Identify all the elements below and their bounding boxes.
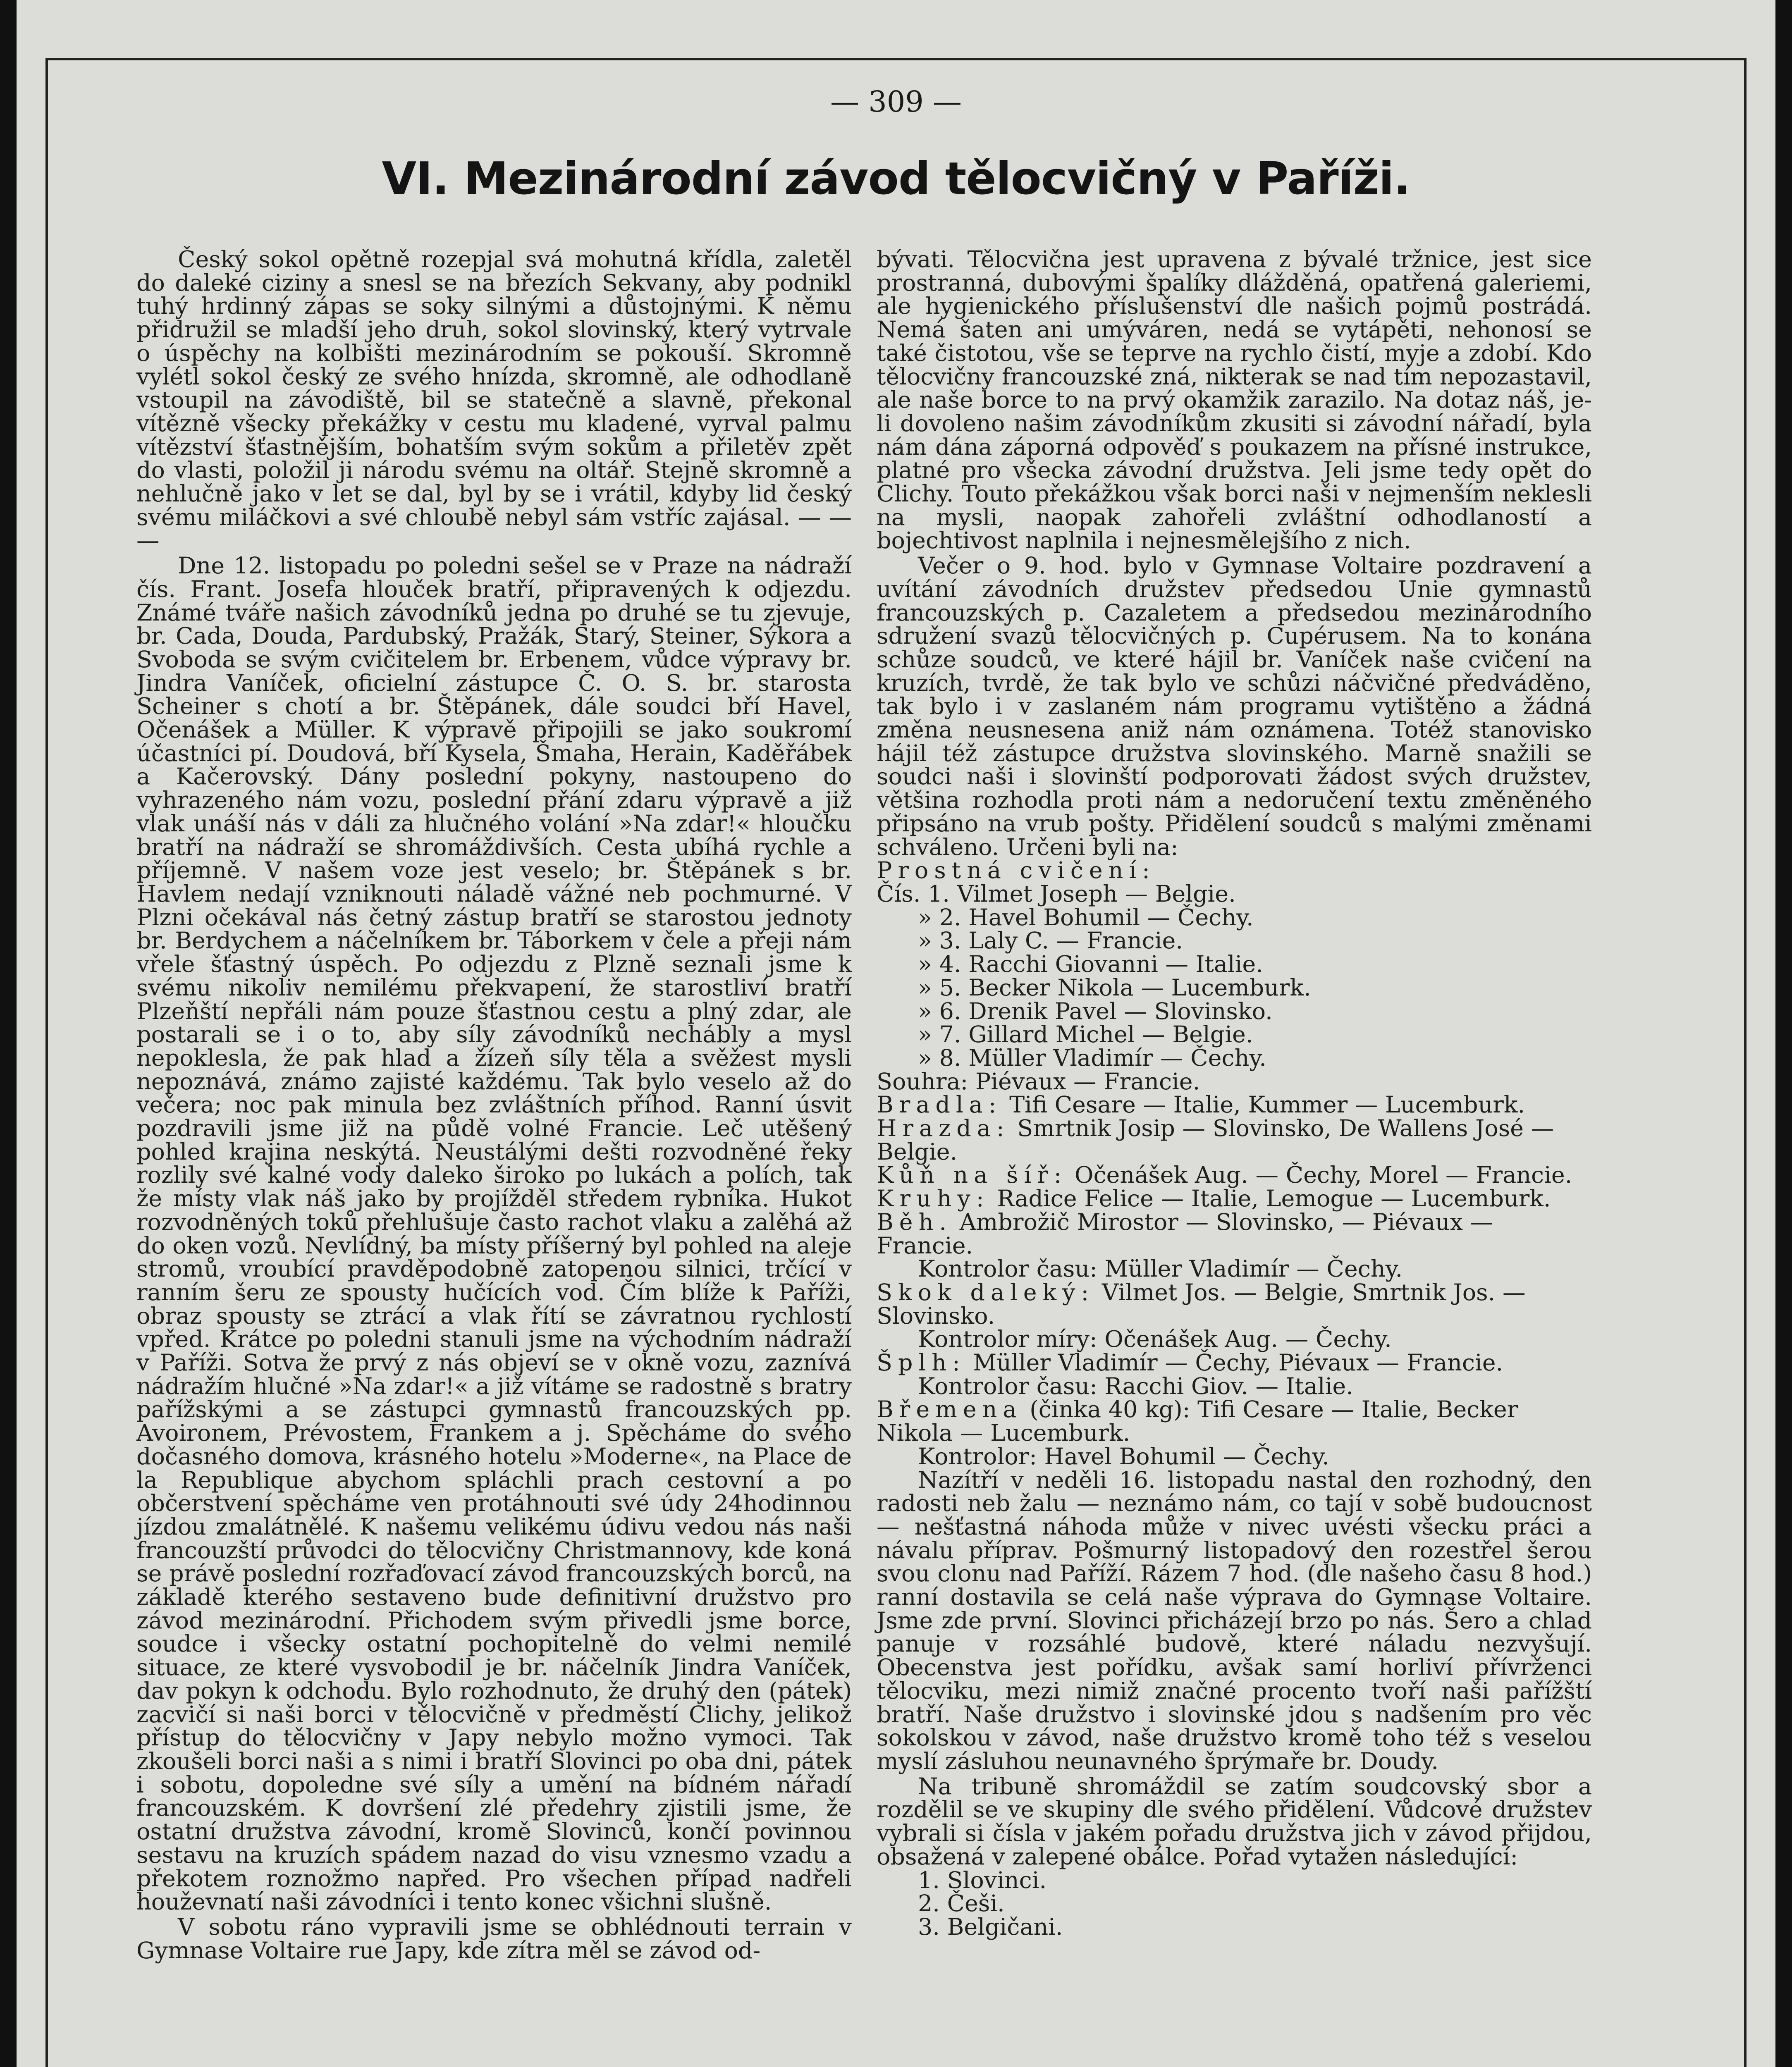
- paragraph-sunday: Nazítří v neděli 16. listopadu nastal den rozhodný, den radosti neb žalu — neznámo nám, co tají v sobě budoucnost — nešťastná náhoda může v nivec uvésti všecku práci a návalu příprav. Pošmurný listopadový den rozestřel šerou svou clonu nad Paříží. Rázem 7 hod. (dle našeho času 8 hod.) ranní dostavila se celá naše výprava do Gymnase Voltaire. Jsme zde první. Slovinci přicházejí brzo po nás. Šero a chlad panuje v rozsáhlé budově, které náladu nezvyšují. Obecenstva jest pořídku, avšak samí horliví přívrženci tělocviku, mezi nimiž značné procento tvoří naši pařížští bratří. Naše družstvo i slovinské jdou s nadšením pro věc sokolskou v závod, naše družstvo kromě toho též s veselou myslí zásluhou neunavného šprýmaře br. Doudy.: [877, 1466, 1592, 1775]
- bradla-text: Tifi Cesare — Italie, Kummer — Lucemburk.: [1009, 1091, 1525, 1119]
- paragraph-journey: Dne 12. listopadu po poledni sešel se v Praze na nádraží čís. Frant. Josefa hlouček bratří, připravených k odjezdu. Známé tváře našich závodníků jedna po druhé se tu zjevuje, br. Cada, Douda, Pardubský, Pražák, Starý, Steiner, Sýkora a Svoboda se svým cvičitelem br. Erbenem, vůdce výpravy br. Jindra Vaníček, oficielní zástupce Č. O. S. br. starosta Scheiner s chotí a br. Štěpánek, dále soudci bří Havel, Očenášek a Müller. K výpravě připojili se jako soukromí účastníci pí. Doudová, bří Kysela, Šmaha, Herain, Kaděřábek a Kačerovský. Dány poslední pokyny, nastoupeno do vyhrazeného nám vozu, poslední přání zdaru výpravě a již vlak unáší nás v dáli za hlučného volání »Na zdar!« hloučku bratří na nádraží se shromáždivších. Cesta ubíhá rychle a příjemně. V našem voze jest veselo; br. Štěpánek s br. Havlem nedají vzniknouti náladě vážné neb pochmurné. V Plzni očekával nás četný zástup bratří se starostou jednoty br. Berdychem a náčelníkem br. Táborkem v čele a přeji nám vřele šťastný úspěch. Po odjezdu z Plzně seznali jsme k svému nikoliv nemilému překvapení, že starostliví bratří Plzeňští nepřáli nám pouze šťastnou cestu a plný zdar, ale postarali se i o to, aby síly závodníků nechábly a mysl nepoklesla, že pak hlad a žízeň síly těla a svěžest mysli nepoznává, známo zajisté každému. Tak bylo veselo až do večera; noc pak minula bez zvláštních příhod. Ranní úsvit pozdravili jsme již na půdě volné Francie. Leč utěšený pohled krajina neskýtá. Neustálými dešti rozvodněné řeky rozlily své kalné vody daleko široko po lukách a polích, tak že místy vlak náš jako by projížděl středem rybníka. Hukot rozvodněných toků přehlušuje často rachot vlaku a zalěhá až do oken vozů. Nevlídný, ba místy příšerný byl pohled na aleje stromů, vroubící pravděpodobně zatopenou silnici, trčící v ranním šeru ze spousty hučících vod. Čím blíže k Paříži, obraz spousty se ztrácí a vlak řítí se závratnou rychlostí vpřed. Krátce po poledni stanuli jsme na východním nádraží v Paříži. Sotva že prvý z nás objeví se v okně vozu, zaznívá nádražím hlučné »Na zdar!« a již vítáme se radostně s bratry pařížskými a se zástupci gymnastů francouzských pp. Avoironem, Prévostem, Frankem a j. Spěcháme do svého dočasného domova, krásného hotelu »Moderne«, na Place de la Republique abychom spláchli prach cestovní a po občerstvení spěcháme ven protáhnouti své údy 24hodinnou jízdou zmalátnělé. K našemu velikému údivu vedou nás naši francouzští průvodci do tělocvičny Christmannovy, kde koná se právě poslední rozřaďovací závod francouzských borců, na základě kterého sestaveno bude definitivní družstvo pro závod mezinárodní. Přichodem svým přivedli jsme borce, soudce i všecky ostatní pochopitelně do velmi nemilé situace, ze které vysvobodil je br. náčelník Jindra Vaníček, dav pokyn k odchodu. Bylo rozhodnuto, že druhý den (pátek) zacvičí si naši borci v tělocvičně v předměstí Clichy, jelikož přístup do tělocvičny v Japy nebylo možno vymoci. Tak zkoušeli borci naši a s nimi i bratří Slovinci po oba dni, pátek i sobotu, dopoledne své síly a umění na bídném nářadí francouzském. K dovršení zlé předehry zjistili jsme, že ostatní družstva závodní, kromě Slovinců, končí povinnou sestavu na kruzích spádem nazad do visu vznesmo vzadu a překotem roznožmo napřed. Pro všechen případ nadřeli houževnatí naši závodníci i tento konec všichni slušně.: [136, 552, 852, 1916]
- list-item: » 4. Racchi Giovanni — Italie.: [918, 951, 1263, 978]
- kun-line: [877, 1164, 1592, 1187]
- list-item: » 5. Becker Nikola — Lucemburk.: [918, 974, 1311, 1001]
- skok-label: Skok daleký:: [877, 1279, 1095, 1306]
- right-column: [877, 248, 1592, 1939]
- hrazda-label: Hrazda:: [877, 1115, 1010, 1142]
- skok-text: Vilmet Jos. — Belgie, Smrtnik Jos. — Slovinsko.: [877, 1279, 1526, 1329]
- splh-kontrolor: Kontrolor času: Racchi Giov. — Italie.: [918, 1372, 1353, 1400]
- bremena-line: [877, 1398, 1592, 1445]
- bremena-label: Břemena: [877, 1396, 1023, 1423]
- kruhy-text: Radice Felice — Italie, Lemogue — Lucemburk.: [997, 1185, 1551, 1213]
- bradla-line: [877, 1093, 1592, 1117]
- list-item: 1. Slovinci.: [918, 1867, 1047, 1894]
- page-number: — 309 —: [830, 85, 962, 119]
- beh-text: Ambrožič Mirostor — Slovinsko, — Piévaux — Francie.: [877, 1208, 1493, 1259]
- paragraph-tribune: Na tribuně shromáždil se zatím soudcovský sbor a rozdělil se ve skupiny dle svého přidělení. Vůdcové družstev vybrali si čísla v jakém pořadu družstva jich v závod přijdou, obsažená v zalepené obálce. Pořad vytažen následující:: [877, 1773, 1592, 1870]
- paragraph-gym: bývati. Tělocvična jest upravena z bývalé tržnice, jest sice prostranná, dubovými špalíky dlážděná, opatřená galeriemi, ale hygienického příslušenství dle našich pojmů postrádá. Nemá šaten ani umýváren, nedá se vytápěti, nehonosí se také čistotou, vše se teprve na rychlo čistí, myje a zdobí. Kdo tělocvičny francouzské zná, nikterak se nad tím nepozastavil, ale naše borce to na prvý okamžik zarazilo. Na dotaz náš, je-li dovoleno našim závodníkům zkusiti si závodní nářadí, byla nám dána záporná odpověď s poukazem na přísné instrukce, platné pro všecka závodní družstva. Jeli jsme tedy opět do Clichy. Touto překážkou však borci naši v nejmenším neklesli na mysli, naopak zahořeli zvláštní odhodlaností a bojechtivost naplnila i nejnesmělejšího z nich.: [877, 246, 1592, 554]
- bremena-text: (činka 40 kg): Tifi Cesare — Italie, Becker Nikola — Lucemburk.: [877, 1396, 1518, 1447]
- beh-kontrolor: Kontrolor času: Müller Vladimír — Čechy.: [918, 1255, 1403, 1283]
- splh-label: Šplh:: [877, 1349, 966, 1377]
- paragraph-saturday: V sobotu ráno vypravili jsme se obhlédnouti terrain v Gymnase Voltaire rue Japy, kde zítra měl se závod od-: [136, 1913, 852, 1964]
- list-item: » 2. Havel Bohumil — Čechy.: [918, 904, 1254, 931]
- kun-label: Kůň na šíř:: [877, 1162, 1068, 1189]
- kruhy-label: Kruhy:: [877, 1185, 990, 1213]
- paragraph-evening: Večer o 9. hod. bylo v Gymnase Voltaire pozdravení a uvítání závodních družstev předsedou Unie gymnastů francouzských p. Cazaletem a předsedou mezinárodního sdružení svazů tělocvičných p. Cupérusem. Na to konána schůze soudců, ve které hájil br. Vaníček naše cvičení na kruzích, tvrdě, že tak bylo ve schůzi náčvičné předváděno, tak bylo i v zaslaném nám programu vytištěno a žádná změna neusnesena aniž nám oznámena. Totéž stanovisko hájil též zástupce družstva slovinského. Marně snažili se soudci naši i slovinští podporovati žádost svých družstev, většina rozhodla proti nám a nedoručení textu změněného připsáno na vrub pošty. Přidělení soudců s malými změnami schváleno. Určeni byli na:: [877, 552, 1592, 861]
- paragraph-intro: Český sokol opětně rozepjal svá mohutná křídla, zaletěl do daleké ciziny a snesl se na březích Sekvany, aby podnikl tuhý hrdinný zápas se soky silnými a důstojnými. K němu přidružil se mladší jeho druh, sokol slovinský, který vytrvale o úspěchy na kolbišti mezinárodním se pokouší. Skromně vylétl sokol český ze svého hnízda, skromně, ale odhodlaně vstoupil na závodiště, bil se statečně a slavně, překonal vítězně všecky překážky v cestu mu kladené, vyrval palmu vítězství šťastnějším, bohatším svým sokům a přiletěv zpět do vlasti, položil ji národu svému na oltář. Stejně skromně a nehlučně jako v let se dal, byl by se i vrátil, kdyby lid český svému miláčkovi a své chloubě nebyl sám vstříc zajásal. — — —: [136, 246, 852, 554]
- kruhy-line: [877, 1187, 1592, 1211]
- order-list: [877, 1869, 1592, 1939]
- bremena-kontrolor: Kontrolor: Havel Bohumil — Čechy.: [918, 1443, 1329, 1470]
- splh-line: [877, 1351, 1592, 1375]
- list-item: 2. Češi.: [918, 1890, 1005, 1917]
- hrazda-line: [877, 1117, 1592, 1164]
- prostna-judges-list: [877, 880, 1592, 1072]
- skok-line: [877, 1281, 1592, 1328]
- bradla-label: Bradla:: [877, 1091, 1002, 1119]
- splh-text: Müller Vladimír — Čechy, Piévaux — Francie.: [973, 1349, 1503, 1377]
- list-item: » 6. Drenik Pavel — Slovinsko.: [918, 998, 1273, 1025]
- beh-line: [877, 1208, 1592, 1259]
- prostna-heading: Prostná cvičení:: [877, 857, 1156, 884]
- article-title: VI. Mezinárodní závod tělocvičný v Paříži.: [382, 153, 1410, 205]
- list-item: » 3. Laly C. — Francie.: [918, 927, 1183, 955]
- scanned-page: [17, 0, 1775, 2067]
- list-item: Čís. 1. Vilmet Joseph — Belgie.: [877, 880, 1236, 907]
- list-item: » 7. Gillard Michel — Belgie.: [918, 1021, 1253, 1048]
- hrazda-text: Smrtnik Josip — Slovinsko, De Wallens José — Belgie.: [877, 1115, 1554, 1165]
- left-column: [136, 248, 852, 1962]
- list-item: » 8. Müller Vladimír — Čechy.: [918, 1044, 1266, 1072]
- skok-kontrolor: Kontrolor míry: Očenášek Aug. — Čechy.: [918, 1326, 1392, 1353]
- list-item: 3. Belgičani.: [918, 1913, 1063, 1940]
- souhra-line: Souhra: Piévaux — Francie.: [877, 1068, 1200, 1095]
- kun-text: Očenášek Aug. — Čechy, Morel — Francie.: [1074, 1162, 1572, 1189]
- beh-label: Běh.: [877, 1208, 953, 1236]
